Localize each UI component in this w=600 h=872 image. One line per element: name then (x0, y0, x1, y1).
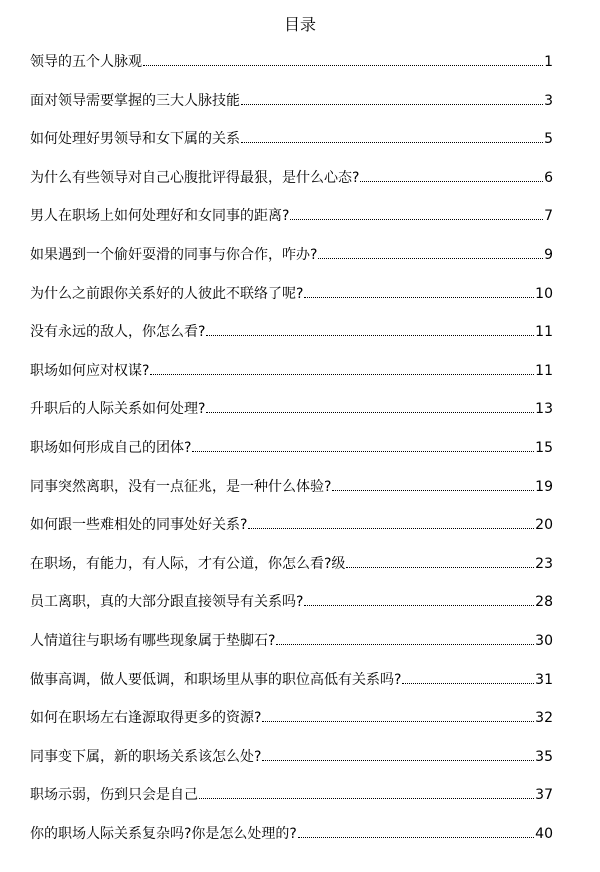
toc-entry-title: 员工离职，真的大部分跟直接领导有关系吗? (30, 594, 304, 611)
dot-leader (143, 65, 543, 66)
dot-leader (332, 490, 534, 491)
toc-page-number: 9 (544, 246, 553, 263)
dot-leader (318, 258, 543, 259)
dot-leader (206, 412, 534, 413)
toc-page-number: 15 (535, 439, 553, 456)
toc-entry-title: 如何跟一些难相处的同事处好关系? (30, 517, 248, 534)
toc-page-number: 30 (535, 632, 553, 649)
toc-entry[interactable] (30, 824, 553, 863)
toc-entry-title: 为什么之前跟你关系好的人彼此不联络了呢? (30, 285, 304, 302)
toc-entry-title: 同事变下属，新的职场关系该怎么处? (30, 748, 262, 765)
toc-page-number: 10 (535, 285, 553, 302)
toc-entry-title: 在职场，有能力，有人际，才有公道，你怎么看?级 (30, 555, 346, 572)
toc-page-number: 5 (544, 131, 553, 148)
toc-entry-title: 你的职场人际关系复杂吗?你是怎么处理的? (30, 825, 297, 842)
toc-page-number: 3 (544, 92, 553, 109)
toc-entry[interactable] (30, 361, 553, 400)
dot-leader (346, 567, 534, 568)
toc-entry-title: 没有永远的敌人，你怎么看? (30, 324, 206, 341)
toc-entry[interactable] (30, 477, 553, 516)
toc-entry-title: 做事高调，做人要低调，和职场里从事的职位高低有关系吗? (30, 671, 402, 688)
dot-leader (276, 644, 534, 645)
toc-entry-title: 职场如何应对权谋? (30, 362, 150, 379)
toc-page-number: 32 (535, 710, 553, 727)
toc-page-number: 35 (535, 748, 553, 765)
toc-entry[interactable] (30, 284, 553, 323)
toc-entry[interactable] (30, 129, 553, 168)
page-title: 目录 (283, 15, 316, 34)
toc-entry[interactable] (30, 399, 553, 438)
toc-page-number: 19 (535, 478, 553, 495)
toc-entry-title: 同事突然离职，没有一点征兆，是一种什么体验? (30, 478, 332, 495)
toc-page-number: 6 (544, 169, 553, 186)
toc-entry[interactable] (30, 438, 553, 477)
toc-entry-title: 如何在职场左右逢源取得更多的资源? (30, 710, 262, 727)
toc-page-number: 20 (535, 517, 553, 534)
dot-leader (298, 837, 534, 838)
toc-entry-title: 如何处理好男领导和女下属的关系 (30, 131, 240, 148)
toc-entry[interactable] (30, 91, 553, 130)
toc-entry-title: 男人在职场上如何处理好和女同事的距离? (30, 208, 290, 225)
dot-leader (262, 760, 534, 761)
toc-entry-title: 领导的五个人脉观 (30, 54, 142, 70)
toc-entry[interactable] (30, 515, 553, 554)
toc-entry-title: 人情道往与职场有哪些现象属于垫脚石? (30, 632, 276, 649)
toc-page-number: 13 (535, 401, 553, 418)
toc-entry-title: 升职后的人际关系如何处理? (30, 401, 206, 418)
toc-page-number: 7 (544, 208, 553, 225)
dot-leader (304, 605, 534, 606)
toc-entry[interactable] (30, 206, 553, 245)
dot-leader (360, 181, 543, 182)
toc-entry[interactable] (30, 52, 553, 91)
dot-leader (192, 451, 534, 452)
toc-entry[interactable] (30, 785, 553, 824)
toc-entry-title: 如果遇到一个偷奸耍滑的同事与你合作，咋办? (30, 246, 318, 263)
toc-page-number: 1 (544, 54, 553, 70)
dot-leader (304, 297, 534, 298)
toc-entry[interactable] (30, 168, 553, 207)
toc-entry[interactable] (30, 708, 553, 747)
toc-page-number: 37 (535, 787, 553, 804)
dot-leader (241, 104, 543, 105)
dot-leader (150, 374, 534, 375)
dot-leader (241, 142, 543, 143)
dot-leader (402, 683, 534, 684)
toc-entry[interactable] (30, 747, 553, 786)
toc-page-number: 11 (535, 324, 553, 341)
toc-entry-title: 为什么有些领导对自己心腹批评得最狠，是什么心态? (30, 169, 360, 186)
toc-entry-title: 面对领导需要掌握的三大人脉技能 (30, 92, 240, 109)
toc-entry[interactable] (30, 631, 553, 670)
toc-entry-title: 职场示弱，伤到只会是自己 (30, 787, 198, 804)
dot-leader (199, 798, 534, 799)
toc-page-number: 11 (535, 362, 553, 379)
dot-leader (262, 721, 534, 722)
toc-page-number: 28 (535, 594, 553, 611)
toc-list (30, 52, 553, 862)
toc-page-number: 31 (535, 671, 553, 688)
toc-entry[interactable] (30, 245, 553, 284)
toc-page-number: 40 (535, 825, 553, 842)
toc-entry-title: 职场如何形成自己的团体? (30, 439, 192, 456)
toc-page-number: 23 (535, 555, 553, 572)
toc-entry[interactable] (30, 670, 553, 709)
dot-leader (290, 219, 543, 220)
toc-entry[interactable] (30, 554, 553, 593)
dot-leader (248, 528, 534, 529)
dot-leader (206, 335, 534, 336)
toc-entry[interactable] (30, 322, 553, 361)
toc-entry[interactable] (30, 592, 553, 631)
